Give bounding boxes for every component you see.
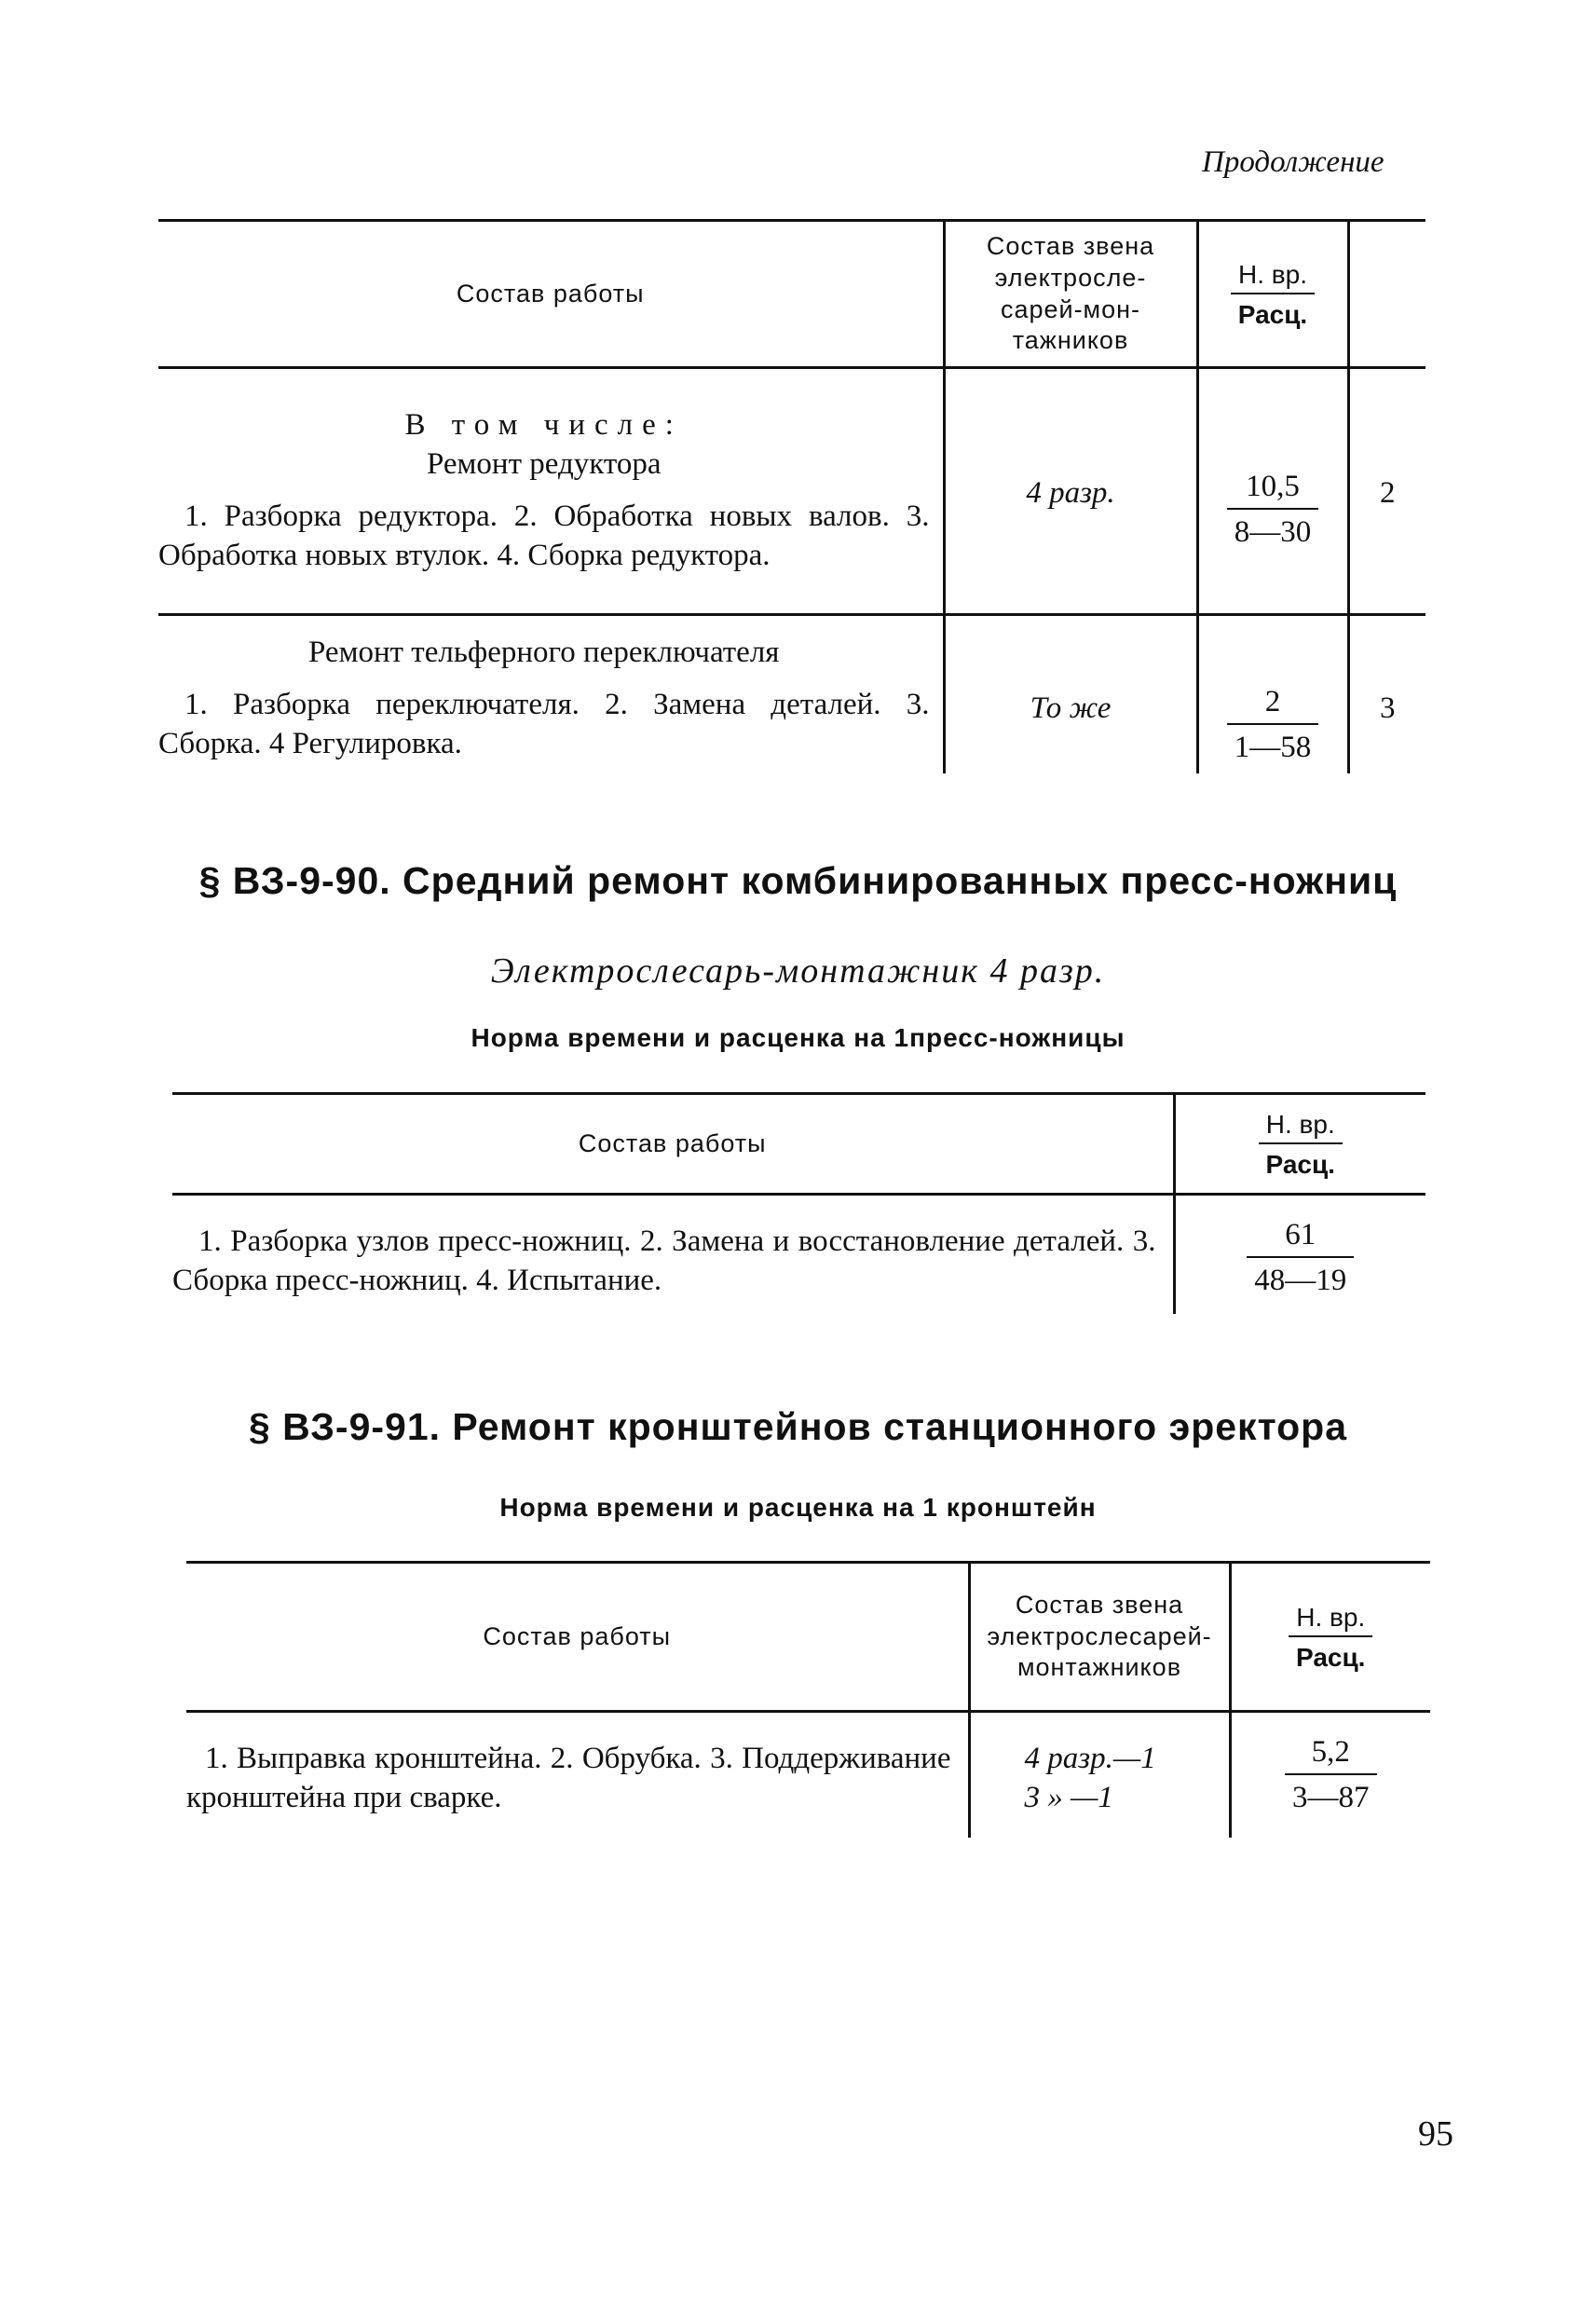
continuation-label: Продолжение [1202,145,1385,179]
row-crew-cell: То же [944,615,1197,773]
crew-line-2: 3 » —1 [1024,1781,1113,1815]
time-norm-value: 2 [1227,683,1319,725]
time-norm-value: 5,2 [1285,1733,1377,1775]
norm-caption-91: Норма времени и расценка на 1 кронштейн [499,1493,1097,1522]
header-number-column [1348,221,1425,368]
header-time-norm: Н. вр. [1289,1601,1372,1637]
crew-line-1: 4 разр.—1 [1024,1742,1156,1775]
row-subheading-spaced: В том числе: [404,407,683,442]
header-time-norm: Н. вр. [1231,258,1315,294]
header-crew-composition: Состав звена электрослесарей-монтажников [969,1563,1230,1712]
table-row [186,1712,1430,1838]
rate-value: 1—58 [1234,731,1312,765]
work-norm-table-2 [172,1092,1425,1314]
section-title-90: § ВЗ-9-90. Средний ремонт комбинированных пресс-ножниц [198,859,1398,902]
row-number: 3 [1348,615,1425,773]
rate-value: 8—30 [1234,515,1312,550]
row-crew-cell: 4 разр. [944,368,1197,615]
row-subheading: Ремонт тельферного переключателя [308,636,780,669]
row-work-text: 1. Разборка переключателя. 2. Замена деталей. 3. Сборка. 4 Регулировка. [158,688,930,761]
row-work-cell [186,1712,969,1838]
rate-value: 48—19 [1254,1264,1347,1298]
header-rate: Расц. [1296,1642,1366,1672]
header-work-composition: Состав работы [158,221,944,368]
row-work-cell [158,615,944,773]
norm-caption-90: Норма времени и расценка на 1пресс-ножницы [471,1023,1125,1052]
row-norm-cell [1197,368,1348,615]
row-work-text: 1. Разборка редуктора. 2. Обработка новых валов. 3. Обработка новых втулок. 4. Сборка редуктора. [158,499,930,573]
work-norm-table-3 [186,1561,1430,1838]
row-subheading: Ремонт редуктора [426,446,662,481]
section-title-91: § ВЗ-9-91. Ремонт кронштейнов станционного эректора [248,1405,1348,1448]
row-work-cell [172,1195,1174,1314]
header-time-norm: Н. вр. [1259,1108,1343,1144]
header-norm-rate [1174,1094,1425,1195]
row-work-cell [158,368,944,615]
work-norm-table-1 [158,219,1425,773]
header-rate: Расц. [1265,1149,1335,1179]
time-norm-value: 10,5 [1227,468,1319,510]
header-norm-rate [1197,221,1348,368]
time-norm-value: 61 [1247,1216,1354,1258]
header-rate: Расц. [1237,299,1308,329]
rate-value: 3—87 [1292,1781,1370,1815]
row-work-text: 1. Выправка кронштейна. 2. Обрубка. 3. Поддерживание кронштейна при сварке. [186,1742,951,1815]
header-norm-rate [1230,1563,1430,1712]
row-work-text: 1. Разборка узлов пресс-ножниц. 2. Замена и восстановление деталей. 3. Сборка пресс-ножниц. 4. Испытание. [172,1224,1156,1298]
page-number: 95 [1418,2114,1453,2154]
header-work-composition: Состав работы [172,1094,1174,1195]
header-crew-composition: Состав звена электросле-сарей-мон-тажников [944,221,1197,368]
row-norm-cell [1174,1195,1425,1314]
row-norm-cell [1230,1712,1430,1838]
row-norm-cell [1197,615,1348,773]
header-work-composition: Состав работы [186,1563,969,1712]
table-row [172,1195,1425,1314]
table-row [158,615,1425,773]
worker-qualification: Электрослесарь-монтажник 4 разр. [490,951,1106,991]
row-number: 2 [1348,368,1425,615]
row-crew-cell [969,1712,1230,1838]
table-row [158,368,1425,615]
